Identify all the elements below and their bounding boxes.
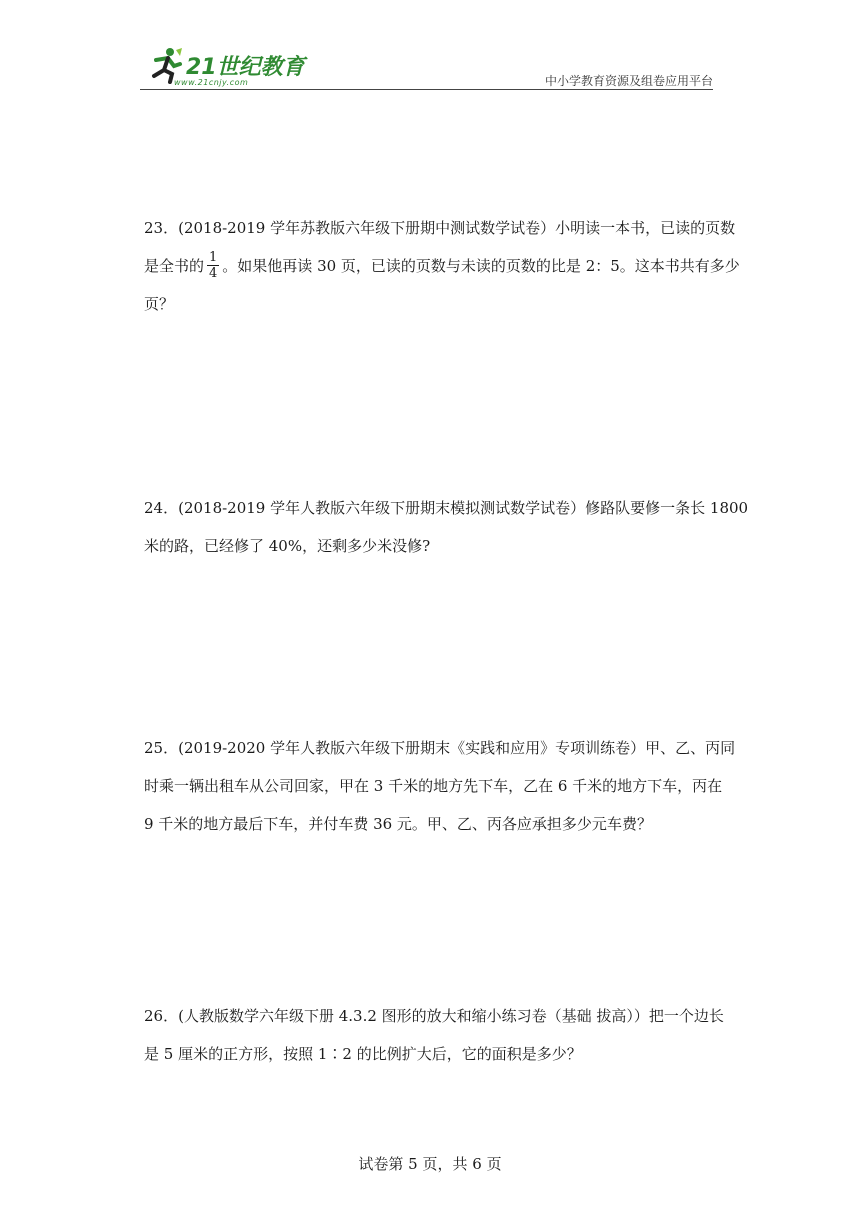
logo-url: www.21cnjy.com xyxy=(174,78,249,87)
question-24 xyxy=(144,489,749,565)
question-23 xyxy=(144,209,740,323)
platform-name: 中小学教育资源及组卷应用平台 xyxy=(544,74,713,88)
question-26 xyxy=(144,997,724,1073)
question-23-text-after-fraction: 。如果他再读 30 页，已读的页数与未读的页数的比是 2：5。这本书共有多少 xyxy=(222,257,740,275)
page-header xyxy=(140,38,713,90)
fraction-denominator: 4 xyxy=(209,265,218,281)
logo-wordmark: 21世纪教育 xyxy=(186,55,305,80)
question-25-line-2: 时乘一辆出租车从公司回家，甲在 3 千米的地方先下车，乙在 6 千米的地方下车，丙在 xyxy=(144,777,723,795)
question-23-line-2 xyxy=(144,247,740,285)
question-23-line-3: 页？ xyxy=(144,295,175,313)
question-25-line-1: 25．(2019-2020 学年人教版六年级下册期末《实践和应用》专项训练卷）甲、乙、丙同 xyxy=(144,739,736,757)
question-26-line-2: 是 5 厘米的正方形，按照 1∶2 的比例扩大后，它的面积是多少？ xyxy=(144,1045,582,1063)
question-25 xyxy=(144,729,736,843)
question-23-line-1: 23．(2018-2019 学年苏教版六年级下册期中测试数学试卷）小明读一本书，已读的页数 xyxy=(144,219,736,237)
header-divider xyxy=(140,89,713,90)
question-23-text-before-fraction: 是全书的 xyxy=(144,257,205,275)
fraction-numerator: 1 xyxy=(209,249,218,265)
question-24-line-1: 24．(2018-2019 学年人教版六年级下册期末模拟测试数学试卷）修路队要修一条长 1800 xyxy=(144,499,749,517)
site-logo xyxy=(140,42,310,90)
question-26-line-1: 26．(人教版数学六年级下册 4.3.2 图形的放大和缩小练习卷（基础 拔高））把一个边长 xyxy=(144,1007,724,1025)
question-25-line-3: 9 千米的地方最后下车，并付车费 36 元。甲、乙、丙各应承担多少元车费？ xyxy=(144,815,652,833)
fraction-one-quarter xyxy=(207,250,219,281)
question-24-line-2: 米的路，已经修了 40%，还剩多少米没修? xyxy=(144,537,431,555)
page-footer: 试卷第 5 页，共 6 页 xyxy=(358,1155,502,1173)
